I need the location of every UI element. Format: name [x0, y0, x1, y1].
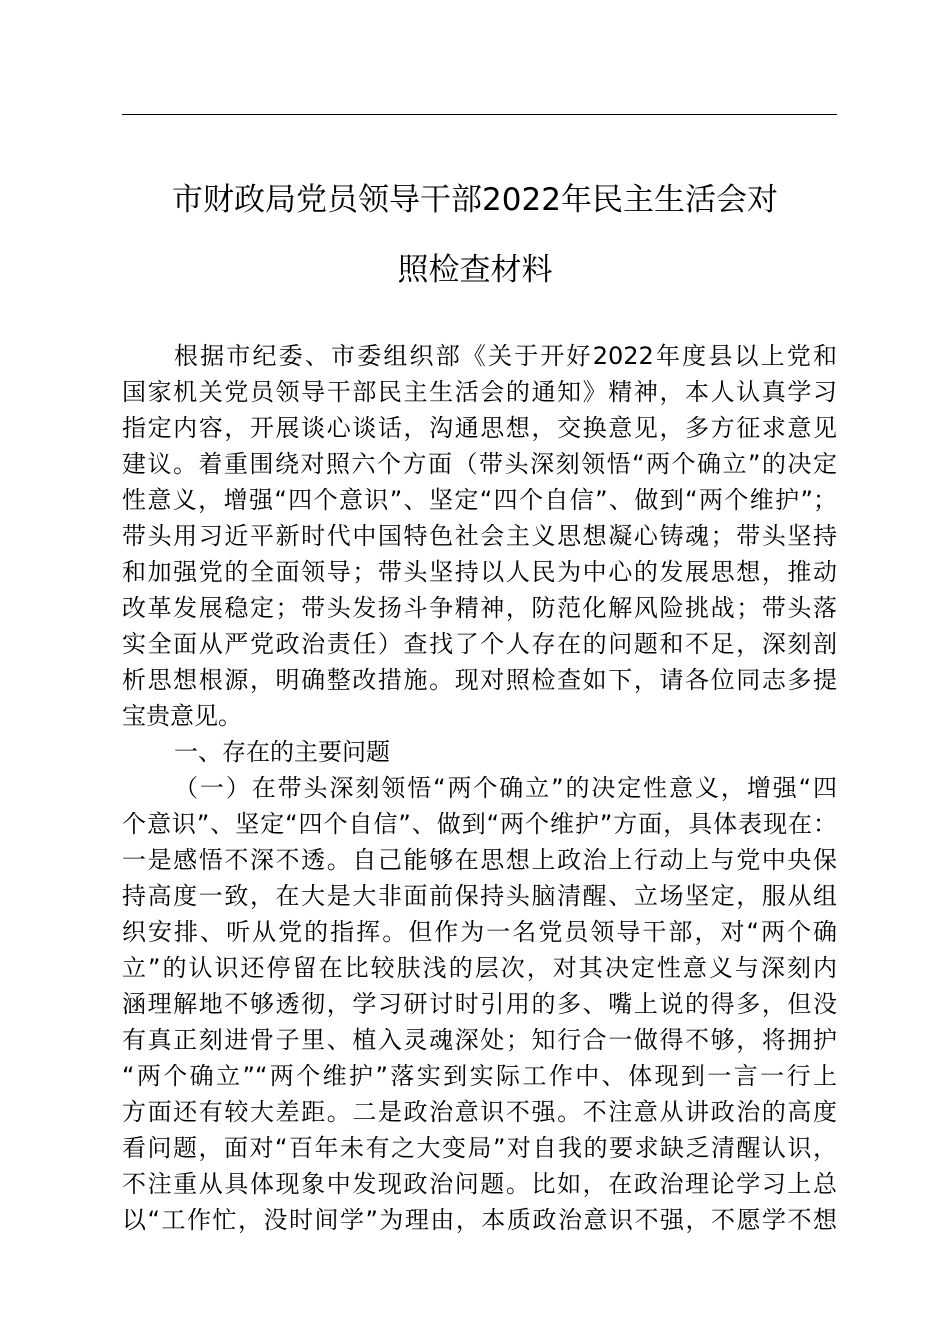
body-line: 带头用习近平新时代中国特色社会主义思想凝心铸魂；带头坚持 [122, 522, 837, 550]
body-line: 改革发展稳定；带头发扬斗争精神，防范化解风险挑战；带头落 [122, 594, 837, 622]
body-line: 和加强党的全面领导；带头坚持以人民为中心的发展思想，推动 [122, 558, 837, 586]
body-line: 根据市纪委、市委组织部《关于开好2022年度县以上党和 [174, 342, 837, 370]
body-line: “两个确立”“两个维护”落实到实际工作中、体现到一言一行上 [122, 1062, 837, 1090]
body-line: 不注重从具体现象中发现政治问题。比如，在政治理论学习上总 [122, 1170, 837, 1198]
section-heading: 一、存在的主要问题 [174, 738, 390, 766]
body-line: 性意义，增强“四个意识”、坚定“四个自信”、做到“两个维护”； [122, 486, 837, 514]
document-title-line-2: 照检查材料 [397, 252, 553, 288]
body-line: 看问题，面对“百年未有之大变局”对自我的要求缺乏清醒认识， [122, 1134, 837, 1162]
body-line: 个意识”、坚定“四个自信”、做到“两个维护”方面，具体表现在： [122, 810, 837, 838]
body-line: 以“工作忙，没时间学”为理由，本质政治意识不强，不愿学不想 [122, 1206, 837, 1234]
document-title-line-1: 市财政局党员领导干部2022年民主生活会对 [172, 182, 778, 218]
body-line: 持高度一致，在大是大非面前保持头脑清醒、立场坚定，服从组 [122, 882, 837, 910]
header-rule [122, 114, 837, 115]
body-line: （一）在带头深刻领悟“两个确立”的决定性意义，增强“四 [174, 774, 837, 802]
body-line: 建议。着重围绕对照六个方面（带头深刻领悟“两个确立”的决定 [122, 450, 837, 478]
body-line: 宝贵意见。 [122, 702, 242, 730]
body-line: 指定内容，开展谈心谈话，沟通思想，交换意见，多方征求意见 [122, 414, 837, 442]
body-line: 析思想根源，明确整改措施。现对照检查如下，请各位同志多提 [122, 666, 837, 694]
body-line: 织安排、听从党的指挥。但作为一名党员领导干部，对“两个确 [122, 918, 837, 946]
body-line: 涵理解地不够透彻，学习研讨时引用的多、嘴上说的得多，但没 [122, 990, 837, 1018]
body-line: 有真正刻进骨子里、植入灵魂深处；知行合一做得不够，将拥护 [122, 1026, 837, 1054]
body-line: 实全面从严党政治责任）查找了个人存在的问题和不足，深刻剖 [122, 630, 837, 658]
body-line: 一是感悟不深不透。自己能够在思想上政治上行动上与党中央保 [122, 846, 837, 874]
body-line: 方面还有较大差距。二是政治意识不强。不注意从讲政治的高度 [122, 1098, 837, 1126]
body-line: 立”的认识还停留在比较肤浅的层次，对其决定性意义与深刻内 [122, 954, 837, 982]
body-line: 国家机关党员领导干部民主生活会的通知》精神，本人认真学习 [122, 378, 837, 406]
